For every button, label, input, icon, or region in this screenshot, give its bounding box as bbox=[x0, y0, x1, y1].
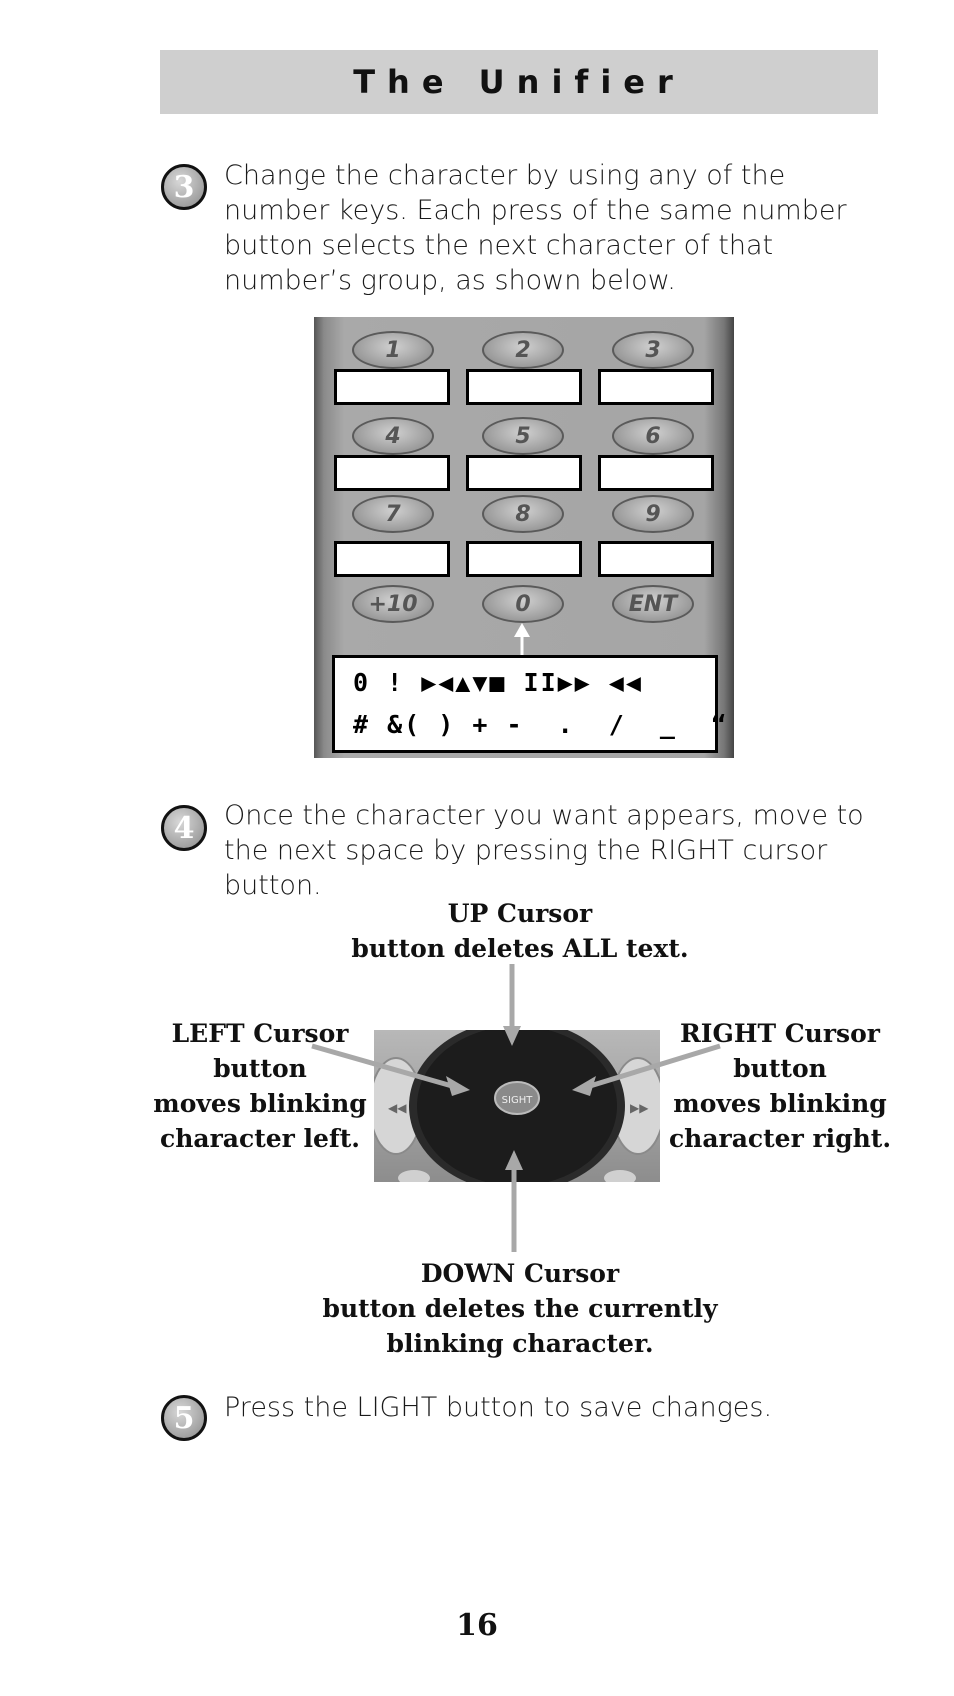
right-cursor-label-line-4: character right. bbox=[668, 1124, 892, 1153]
center-button-label: SIGHT bbox=[501, 1095, 533, 1106]
right-cursor-label-line-2: button bbox=[733, 1054, 827, 1083]
key-9: 9 bbox=[612, 495, 694, 533]
key-4: 4 bbox=[352, 417, 434, 455]
left-cursor-label-line-3: moves blinking bbox=[153, 1089, 367, 1118]
up-pointer-arrow-icon bbox=[503, 1026, 521, 1046]
key-6: 6 bbox=[612, 417, 694, 455]
page-number: 16 bbox=[456, 1608, 498, 1643]
character-row-2: # &( ) + - . / _ “ bbox=[353, 710, 729, 739]
right-pointer-arrow-icon bbox=[572, 1076, 596, 1096]
key-8: 8 bbox=[482, 495, 564, 533]
left-cursor-label-line-2: button bbox=[213, 1054, 307, 1083]
key-0: 0 bbox=[482, 585, 564, 623]
left-cursor-label-line-4: character left. bbox=[160, 1124, 360, 1153]
step-5-badge bbox=[161, 1395, 207, 1441]
step-4-number: 4 bbox=[173, 810, 195, 846]
key-ent: ENT bbox=[612, 585, 694, 623]
left-cursor-label-line-1: LEFT Cursor bbox=[171, 1019, 349, 1048]
key-7: 7 bbox=[352, 495, 434, 533]
down-cursor-label-line-2: button deletes the currently bbox=[322, 1294, 718, 1323]
step-5-text: Press the LIGHT button to save changes. bbox=[224, 1392, 773, 1423]
step-4-text: Once the character you want appears, move to the next space by pressing the RIGHT cursor button. bbox=[224, 800, 864, 901]
step-3-text: Change the character by using any of the number keys. Each press of the same number button selects the next character of that number’s group, as shown below. bbox=[224, 160, 847, 296]
right-cursor-label-line-1: RIGHT Cursor bbox=[680, 1019, 880, 1048]
up-cursor-label-line-1: UP Cursor bbox=[447, 899, 593, 928]
key-plus10: +10 bbox=[352, 585, 434, 623]
right-pointer-line bbox=[590, 1046, 720, 1086]
up-cursor-label-line-2: button deletes ALL text. bbox=[351, 934, 689, 963]
svg-text:◀◀: ◀◀ bbox=[388, 1101, 407, 1115]
key-2: 2 bbox=[482, 331, 564, 369]
svg-text:▶▶: ▶▶ bbox=[630, 1101, 649, 1115]
step-3-number: 3 bbox=[173, 169, 195, 205]
step-5-number: 5 bbox=[173, 1400, 195, 1436]
header-title: The Unifier bbox=[353, 63, 685, 101]
key-1: 1 bbox=[352, 331, 434, 369]
left-pointer-line bbox=[312, 1046, 452, 1086]
character-row-1: 0 ! ▶◀▲▼■ II▶▶ ◀◀ bbox=[353, 668, 643, 697]
down-cursor-label-line-3: blinking character. bbox=[386, 1329, 654, 1358]
right-cursor-label-line-3: moves blinking bbox=[673, 1089, 887, 1118]
key-3: 3 bbox=[612, 331, 694, 369]
key-5: 5 bbox=[482, 417, 564, 455]
down-pointer-arrow-icon bbox=[505, 1150, 523, 1170]
left-pointer-arrow-icon bbox=[446, 1076, 470, 1096]
down-cursor-label-line-1: DOWN Cursor bbox=[420, 1259, 620, 1288]
